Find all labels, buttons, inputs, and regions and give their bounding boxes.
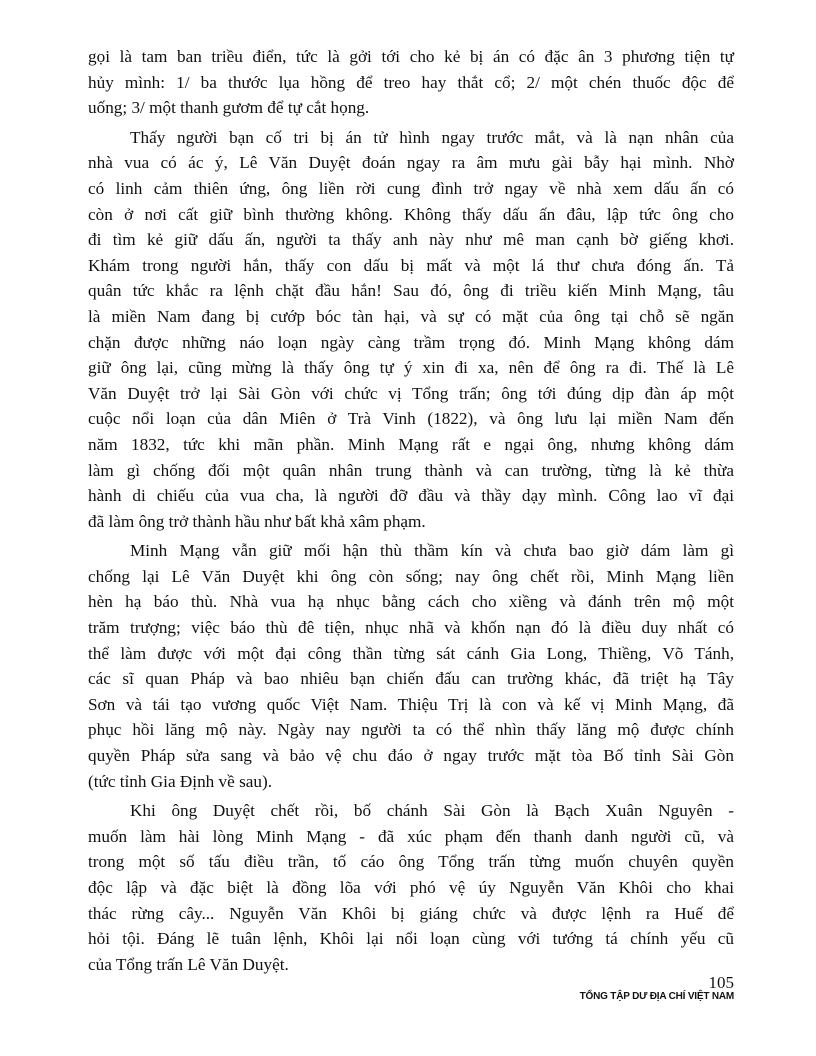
text-line: cuộc nổi loạn của dân Miên ở Trà Vinh (1822), và ông lưu lại miền Nam đến bbox=[88, 409, 734, 429]
text-line: hành di chiếu của vua cha, là người đỡ đầu và thầy dạy mình. Công lao vĩ đại bbox=[88, 486, 734, 506]
text-line: phục hồi lăng mộ này. Ngày nay người ta có thể nhìn thấy lăng mộ được chính bbox=[88, 720, 734, 740]
text-line: trong một số tấu điều trần, tố cáo ông Tổng trấn từng muốn chuyên quyền bbox=[88, 852, 734, 872]
text-line: trăm trượng; việc báo thù đê tiện, nhục nhã và khốn nạn đó là điều duy nhất có bbox=[88, 618, 734, 638]
paragraph bbox=[88, 44, 734, 121]
text-line: hèn hạ báo thù. Nhà vua hạ nhục bằng cách cho xiềng và đánh trên mộ một bbox=[88, 592, 734, 612]
text-line: Minh Mạng vẫn giữ mối hận thù thầm kín và chưa bao giờ dám làm gì bbox=[130, 541, 734, 561]
text-line: quân tức khắc ra lệnh chặt đầu hắn! Sau đó, ông đi triều kiến Minh Mạng, tâu bbox=[88, 281, 734, 301]
text-line: Văn Duyệt trở lại Sài Gòn với chức vị Tổng trấn; ông tới đúng dịp đàn áp một bbox=[88, 383, 734, 403]
text-line: năm 1832, tức khi mãn phần. Minh Mạng rất e ngại ông, nhưng không dám bbox=[88, 434, 734, 454]
text-line: uống; 3/ một thanh gươm để tự cắt họng. bbox=[88, 98, 370, 118]
text-line: Khám trong người hắn, thấy con dấu bị mất và một lá thư chưa đóng ấn. Tả bbox=[88, 255, 734, 275]
text-line: hủy mình: 1/ ba thước lụa hồng để treo hay thắt cổ; 2/ một chén thuốc độc để bbox=[88, 72, 734, 92]
paragraph bbox=[88, 125, 734, 535]
book-title-footer: TỔNG TẬP DƯ ĐỊA CHÍ VIỆT NAM bbox=[579, 991, 734, 1002]
text-line: quyền Pháp sửa sang và bảo vệ chu đáo ở ngay trước mặt tòa Bố tỉnh Sài Gòn bbox=[88, 746, 734, 766]
text-line: là miền Nam đang bị cướp bóc tàn hại, và sự có mặt của ông tại chỗ sẽ ngăn bbox=[88, 306, 734, 326]
text-line: Khi ông Duyệt chết rồi, bố chánh Sài Gòn là Bạch Xuân Nguyên - bbox=[130, 801, 734, 821]
text-line: gọi là tam ban triều điển, tức là gởi tới cho kẻ bị án có đặc ân 3 phương tiện tự bbox=[88, 47, 734, 66]
text-line: đã làm ông trở thành hầu như bất khả xâm phạm. bbox=[88, 511, 426, 531]
text-line: có linh cảm thiên ứng, ông liền rời cung đình trở ngay về nhà xem dấu ấn có bbox=[88, 178, 734, 198]
text-line: các sĩ quan Pháp và bao nhiêu bạn chiến đấu can trường khác, đã triệt hạ Tây bbox=[88, 669, 734, 689]
text-line: còn ở nơi cất giữ bình thường không. Không thấy dấu ấn đâu, lập tức ông cho bbox=[88, 204, 734, 224]
text-line: hỏi tội. Đáng lẽ tuân lệnh, Khôi lại nổi loạn cùng với tướng tá chính yếu cũ bbox=[88, 929, 734, 949]
page-number: 105 bbox=[708, 973, 734, 992]
text-line: giữ ông lại, cũng mừng là thấy ông tự ý xin đi xa, nên để ông ra đi. Thế là Lê bbox=[88, 358, 734, 378]
paragraph bbox=[88, 798, 734, 977]
text-line: chống lại Lê Văn Duyệt khi ông còn sống; nay ông chết rồi, Minh Mạng liền bbox=[88, 566, 734, 586]
text-line: Sơn và tái tạo vương quốc Việt Nam. Thiệu Trị là con và kế vị Minh Mạng, đã bbox=[88, 694, 734, 714]
text-line: thể làm được với một đại công thần từng sát cánh Gia Long, Thiềng, Võ Tánh, bbox=[88, 643, 734, 663]
paragraph bbox=[88, 538, 734, 794]
text-line: nhà vua có ác ý, Lê Văn Duyệt đoán ngay ra âm mưu gài bẫy hại mình. Nhờ bbox=[88, 153, 734, 173]
text-line: (tức tỉnh Gia Định về sau). bbox=[88, 771, 273, 791]
text-line: chặn được những náo loạn ngày càng trầm trọng đó. Minh Mạng không dám bbox=[88, 332, 734, 352]
text-line: độc lập và đặc biệt là đồng lõa với phó vệ úy Nguyễn Văn Khôi cho khai bbox=[88, 878, 734, 897]
text-line: làm gì chống đối một quân nhân trung thành và can trường, từng là kẻ thừa bbox=[88, 460, 734, 480]
text-line: đi tìm kẻ giữ dấu ấn, người ta thấy anh này như mê man cạnh bờ giếng khơi. bbox=[88, 230, 734, 250]
text-line: của Tổng trấn Lê Văn Duyệt. bbox=[88, 954, 289, 974]
text-line: muốn làm hài lòng Minh Mạng - đã xúc phạm đến thanh danh người cũ, và bbox=[88, 826, 734, 846]
text-line: thác rừng cây... Nguyễn Văn Khôi bị giáng chức và được lệnh ra Huế để bbox=[88, 903, 734, 923]
text-line: Thấy người bạn cố tri bị án tử hình ngay trước mắt, và là nạn nhân của bbox=[130, 127, 734, 147]
body-text bbox=[88, 44, 734, 981]
